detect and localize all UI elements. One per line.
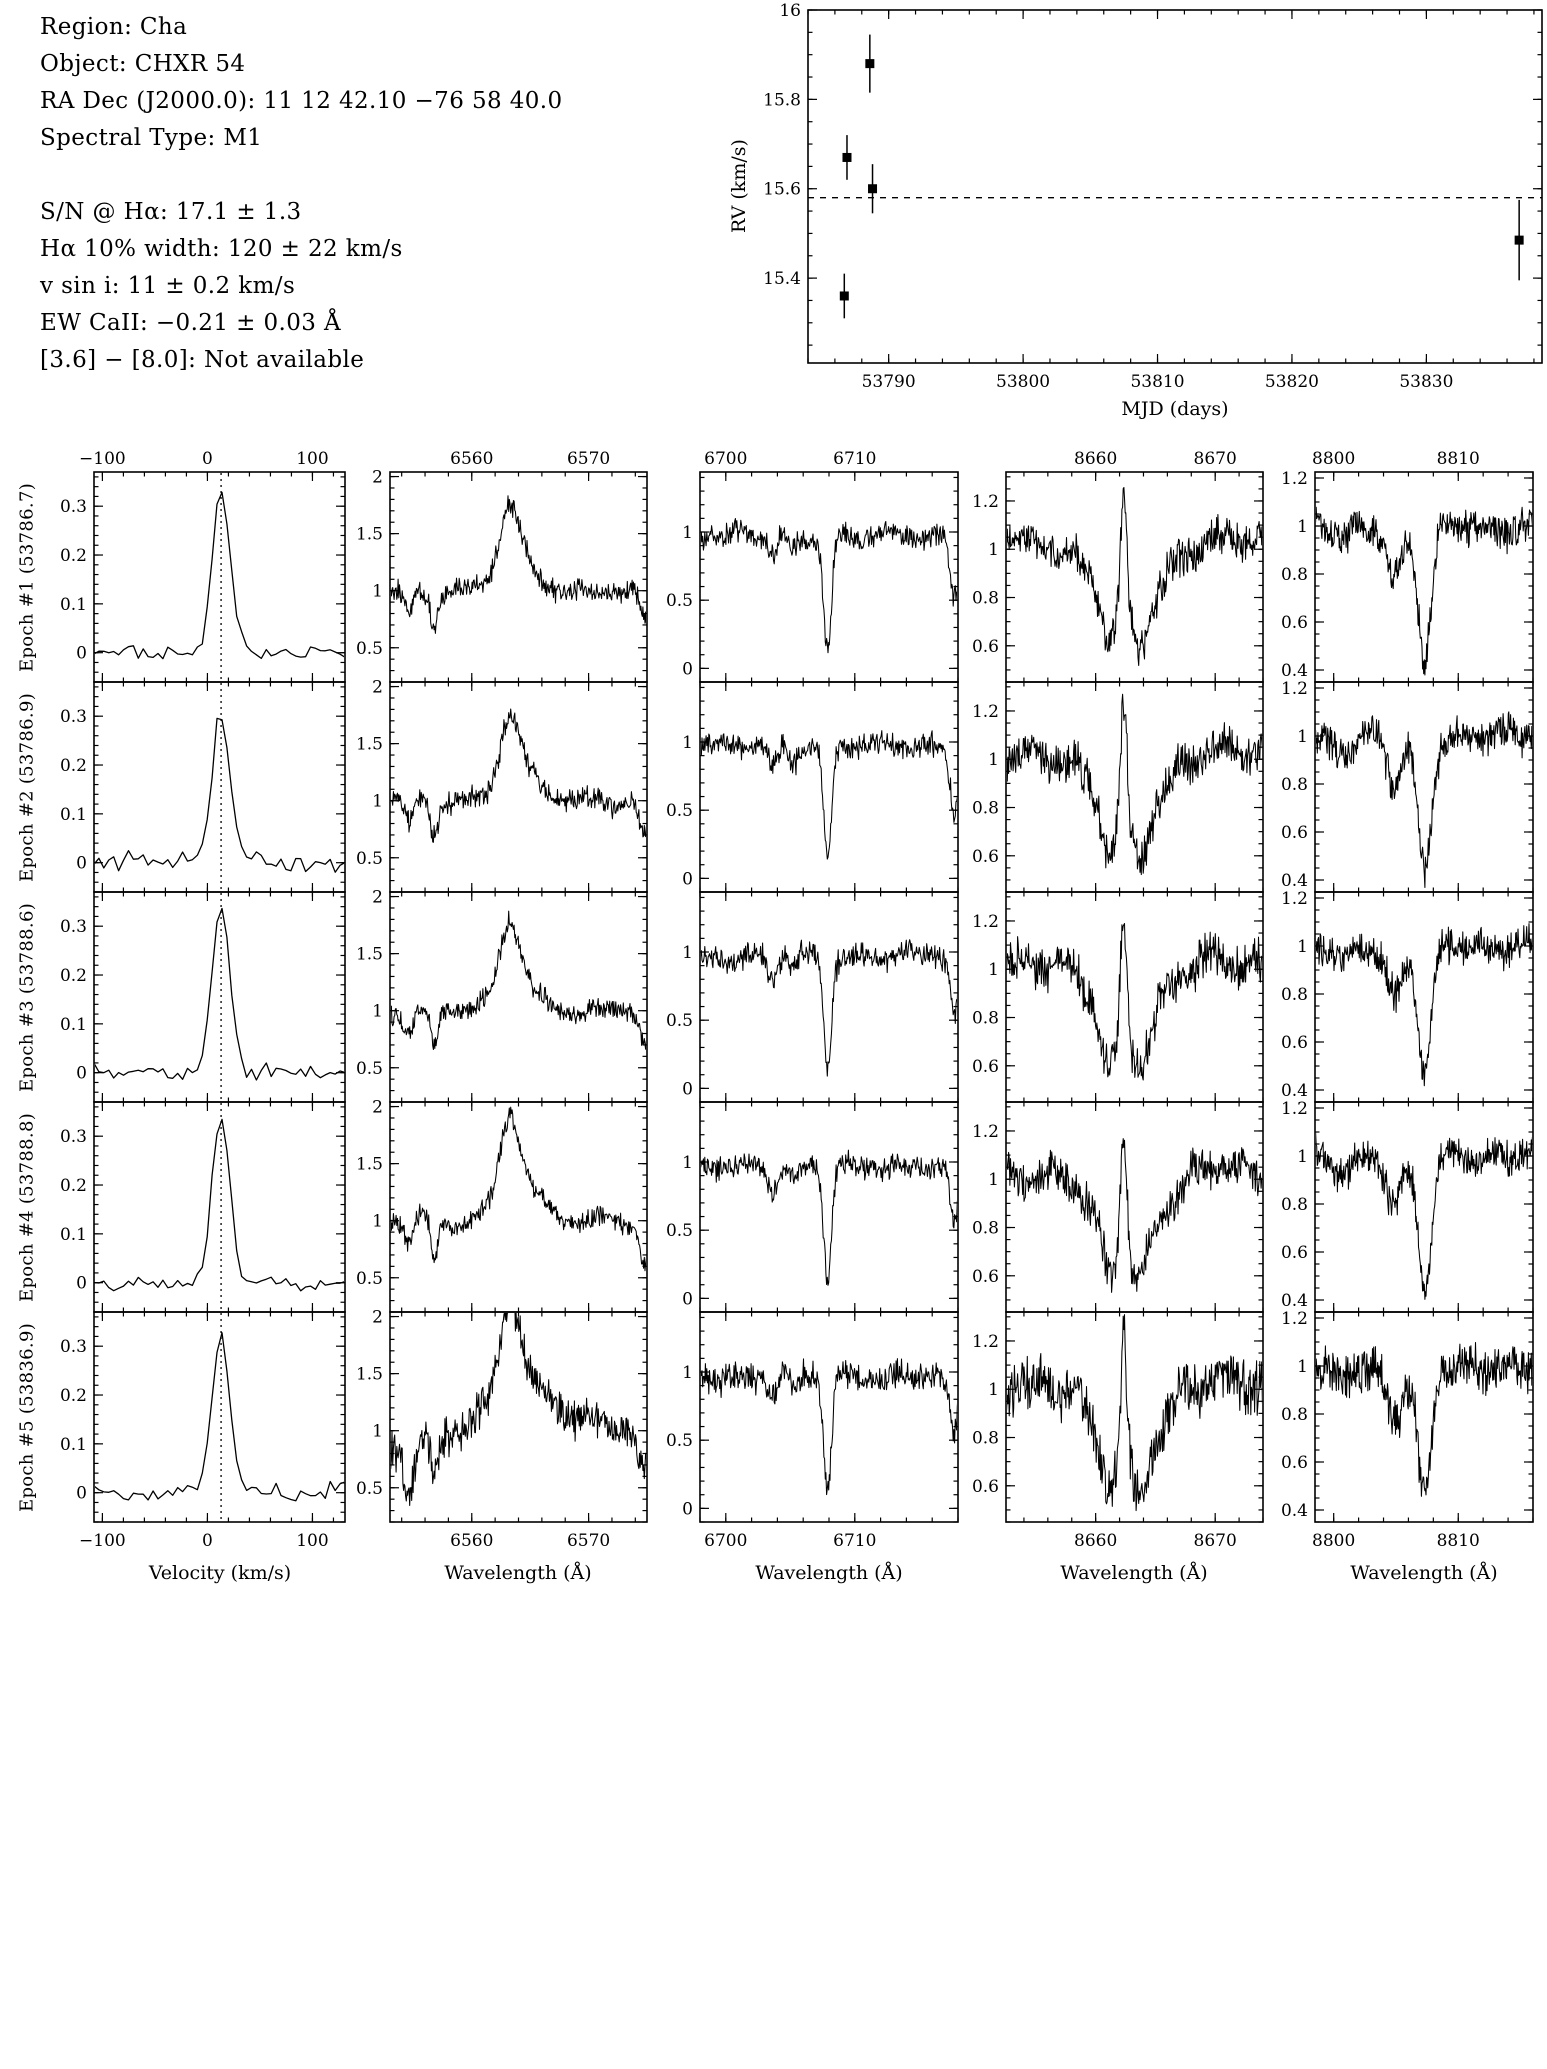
spectrum-trace: [700, 1359, 958, 1495]
svg-text:0: 0: [76, 853, 87, 874]
svg-text:8660: 8660: [1074, 449, 1118, 469]
rv-x-axis-title: MJD (days): [1121, 398, 1229, 420]
svg-text:0.2: 0.2: [59, 546, 87, 567]
svg-text:0.2: 0.2: [59, 1386, 87, 1407]
svg-text:53830: 53830: [1399, 372, 1454, 392]
svg-text:1: 1: [988, 750, 999, 771]
rv-data-point: [868, 184, 877, 193]
svg-text:1.2: 1.2: [971, 1121, 999, 1142]
panel-lithium-epoch2: [666, 682, 958, 892]
svg-text:0.5: 0.5: [355, 1058, 383, 1079]
svg-text:0.1: 0.1: [59, 1224, 87, 1245]
svg-text:1: 1: [988, 540, 999, 561]
wavelength-axis-title-2: Wavelength (Å): [755, 1562, 903, 1584]
panel-caII-8662-epoch3: [972, 892, 1263, 1102]
svg-text:1: 1: [988, 960, 999, 981]
svg-text:0.6: 0.6: [971, 1266, 999, 1287]
svg-text:2: 2: [372, 1097, 383, 1118]
svg-text:0.5: 0.5: [665, 1221, 693, 1242]
svg-text:6710: 6710: [833, 449, 877, 469]
svg-text:0.3: 0.3: [59, 917, 87, 938]
spectrum-trace: [1315, 1132, 1533, 1299]
svg-text:0: 0: [76, 1063, 87, 1084]
svg-text:2: 2: [372, 887, 383, 908]
svg-text:1.5: 1.5: [355, 1364, 383, 1385]
epoch-5-row-label: Epoch #5 (53836.9): [16, 1322, 38, 1512]
svg-text:0.6: 0.6: [1280, 1033, 1308, 1053]
panel-halpha-epoch4: [356, 1098, 647, 1312]
svg-text:0.6: 0.6: [971, 1056, 999, 1077]
wavelength-axis-title-3: Wavelength (Å): [1060, 1562, 1208, 1584]
svg-text:1.5: 1.5: [355, 944, 383, 965]
svg-text:0.2: 0.2: [59, 756, 87, 777]
svg-text:1: 1: [372, 1001, 383, 1022]
svg-text:1.2: 1.2: [971, 491, 999, 512]
svg-text:1.2: 1.2: [1280, 469, 1308, 489]
svg-text:0.3: 0.3: [59, 1337, 87, 1358]
spectrum-trace: [700, 940, 958, 1076]
velocity-axis-title: Velocity (km/s): [148, 1562, 292, 1584]
spectrum-trace: [390, 1291, 647, 1505]
svg-text:16: 16: [779, 1, 801, 21]
spectrum-trace: [1315, 1343, 1533, 1497]
svg-text:1: 1: [1297, 1357, 1308, 1377]
svg-text:0.5: 0.5: [355, 1268, 383, 1289]
svg-text:53820: 53820: [1264, 372, 1320, 392]
svg-text:6570: 6570: [566, 449, 611, 469]
svg-text:0: 0: [202, 1531, 213, 1551]
svg-text:0.1: 0.1: [59, 594, 87, 615]
svg-text:1: 1: [1297, 1147, 1308, 1167]
svg-text:0.6: 0.6: [1280, 613, 1308, 633]
svg-text:−100: −100: [79, 1531, 126, 1551]
spectrum-trace: [1315, 712, 1533, 888]
spectrum-trace: [94, 718, 345, 872]
svg-text:15.8: 15.8: [763, 90, 801, 111]
svg-text:6700: 6700: [704, 1531, 748, 1551]
svg-text:6700: 6700: [704, 449, 748, 469]
wavelength-axis-title-4: Wavelength (Å): [1350, 1562, 1498, 1584]
epoch-4-row-label: Epoch #4 (53788.8): [16, 1112, 38, 1302]
spectrum-trace: [94, 492, 345, 658]
spectrum-trace: [1315, 924, 1533, 1086]
svg-text:8670: 8670: [1193, 1531, 1237, 1551]
panel-halpha-epoch5: [356, 1291, 647, 1551]
epoch-3-row-label: Epoch #3 (53788.6): [16, 902, 38, 1092]
spectrum-trace: [1006, 488, 1263, 666]
svg-text:6560: 6560: [450, 449, 494, 469]
info-line-object: Object: CHXR 54: [40, 51, 246, 77]
svg-text:0.6: 0.6: [971, 636, 999, 657]
svg-text:0: 0: [682, 869, 693, 890]
spectrum-trace: [1006, 1139, 1263, 1293]
svg-text:1: 1: [682, 733, 693, 753]
panel-line-8807-epoch4: [1281, 1099, 1533, 1312]
panel-caII-8662-epoch1: [972, 449, 1263, 682]
svg-text:0.3: 0.3: [59, 497, 87, 518]
epoch-2-row-label: Epoch #2 (53786.9): [16, 692, 38, 882]
spectrum-trace: [94, 1333, 345, 1501]
info-line-irac-color: [3.6] − [8.0]: Not available: [40, 347, 365, 373]
spectrum-trace: [1315, 507, 1533, 675]
svg-text:1.2: 1.2: [971, 911, 999, 932]
svg-text:2: 2: [372, 1307, 383, 1328]
svg-text:1.2: 1.2: [1280, 1099, 1308, 1119]
spectrum-trace: [94, 1119, 345, 1290]
rv-data-point: [1515, 236, 1524, 245]
svg-text:0.6: 0.6: [1280, 1453, 1308, 1473]
svg-text:0.2: 0.2: [59, 966, 87, 987]
svg-text:6570: 6570: [566, 1531, 611, 1551]
svg-text:0.8: 0.8: [971, 1008, 999, 1029]
svg-text:0.8: 0.8: [1280, 985, 1308, 1005]
spectrum-trace: [700, 731, 958, 859]
svg-text:15.4: 15.4: [763, 269, 801, 290]
info-line-snr: S/N @ Hα: 17.1 ± 1.3: [40, 199, 302, 225]
svg-text:1: 1: [988, 1170, 999, 1191]
svg-text:0.4: 0.4: [1280, 661, 1308, 681]
info-line-vsini: v sin i: 11 ± 0.2 km/s: [40, 273, 296, 299]
svg-text:0: 0: [76, 1483, 87, 1504]
panel-caII-8662-epoch2: [972, 682, 1263, 892]
rv-panel: [763, 1, 1542, 392]
svg-text:0.5: 0.5: [665, 591, 693, 612]
svg-text:0.3: 0.3: [59, 707, 87, 728]
svg-text:8810: 8810: [1436, 449, 1480, 469]
svg-text:0: 0: [682, 1499, 693, 1520]
panel-ccf-epoch4: [60, 1102, 345, 1312]
svg-text:0.5: 0.5: [355, 638, 383, 659]
info-line-radec: RA Dec (J2000.0): 11 12 42.10 −76 58 40.0: [40, 88, 563, 114]
svg-text:1: 1: [988, 1380, 999, 1401]
svg-text:6560: 6560: [450, 1531, 494, 1551]
svg-text:0.4: 0.4: [1280, 871, 1308, 891]
svg-text:1: 1: [1297, 937, 1308, 957]
svg-text:15.6: 15.6: [763, 179, 801, 200]
info-line-spectral-type: Spectral Type: M1: [40, 125, 263, 151]
svg-text:2: 2: [372, 677, 383, 698]
svg-text:0.6: 0.6: [971, 846, 999, 867]
svg-text:1: 1: [682, 1363, 693, 1383]
svg-text:0.8: 0.8: [971, 1218, 999, 1239]
spectrum-trace: [390, 911, 647, 1049]
svg-text:0.6: 0.6: [1280, 823, 1308, 843]
svg-text:1: 1: [682, 523, 693, 543]
panel-lithium-epoch4: [666, 1102, 958, 1312]
panel-line-8807-epoch1: [1281, 449, 1533, 682]
panel-ccf-epoch3: [60, 892, 345, 1102]
spectrum-trace: [1006, 1315, 1263, 1511]
panel-caII-8662-epoch4: [972, 1102, 1263, 1312]
svg-text:1.5: 1.5: [355, 1154, 383, 1175]
svg-text:0.5: 0.5: [665, 801, 693, 822]
svg-text:0.5: 0.5: [355, 1478, 383, 1499]
svg-text:1: 1: [682, 943, 693, 963]
svg-text:0: 0: [682, 1289, 693, 1310]
svg-text:1: 1: [372, 791, 383, 812]
panel-ccf-epoch5: [60, 1312, 345, 1551]
svg-text:2: 2: [372, 467, 383, 488]
svg-text:8670: 8670: [1193, 449, 1237, 469]
panel-lithium-epoch3: [666, 892, 958, 1102]
svg-text:0: 0: [682, 1079, 693, 1100]
svg-text:8810: 8810: [1436, 1531, 1480, 1551]
svg-text:0.6: 0.6: [971, 1476, 999, 1497]
spectrum-trace: [700, 1150, 958, 1285]
svg-text:0.1: 0.1: [59, 1014, 87, 1035]
spectrum-trace: [390, 709, 647, 842]
svg-text:8800: 8800: [1312, 449, 1356, 469]
svg-text:8800: 8800: [1312, 1531, 1356, 1551]
rv-data-point: [840, 291, 849, 300]
svg-text:0.3: 0.3: [59, 1127, 87, 1148]
wavelength-axis-title-1: Wavelength (Å): [444, 1562, 592, 1584]
svg-text:1.2: 1.2: [1280, 1309, 1308, 1329]
svg-text:0.6: 0.6: [1280, 1243, 1308, 1263]
svg-text:0.1: 0.1: [59, 1434, 87, 1455]
svg-text:0.1: 0.1: [59, 804, 87, 825]
svg-text:53810: 53810: [1130, 372, 1185, 392]
panel-halpha-epoch1: [356, 449, 647, 682]
svg-text:1.2: 1.2: [971, 1331, 999, 1352]
panel-lithium-epoch1: [666, 449, 958, 682]
panel-halpha-epoch3: [356, 888, 647, 1102]
spectrum-trace: [390, 496, 647, 634]
svg-text:0.8: 0.8: [1280, 1405, 1308, 1425]
svg-text:8660: 8660: [1074, 1531, 1118, 1551]
svg-text:0.4: 0.4: [1280, 1501, 1308, 1521]
svg-text:0.2: 0.2: [59, 1176, 87, 1197]
svg-text:0: 0: [76, 1273, 87, 1294]
svg-text:0.8: 0.8: [1280, 775, 1308, 795]
svg-text:0.8: 0.8: [1280, 1195, 1308, 1215]
epoch-1-row-label: Epoch #1 (53786.7): [16, 482, 38, 672]
svg-text:53790: 53790: [861, 372, 916, 392]
svg-text:100: 100: [296, 1531, 329, 1551]
svg-text:1: 1: [372, 1211, 383, 1232]
svg-text:0: 0: [202, 449, 213, 469]
svg-text:53800: 53800: [996, 372, 1051, 392]
panel-ccf-epoch1: [60, 449, 345, 682]
rv-data-point: [865, 59, 874, 68]
svg-text:0.4: 0.4: [1280, 1291, 1308, 1311]
panel-line-8807-epoch2: [1281, 679, 1533, 892]
svg-text:6710: 6710: [833, 1531, 877, 1551]
spectrum-trace: [94, 909, 345, 1081]
spectrum-trace: [1006, 694, 1263, 874]
svg-text:0.5: 0.5: [665, 1011, 693, 1032]
svg-text:1: 1: [372, 581, 383, 602]
svg-text:1: 1: [1297, 517, 1308, 537]
svg-text:100: 100: [296, 449, 329, 469]
svg-text:0: 0: [76, 643, 87, 664]
svg-text:0: 0: [682, 659, 693, 680]
svg-text:1: 1: [372, 1421, 383, 1442]
svg-text:1.2: 1.2: [1280, 679, 1308, 699]
svg-text:0.8: 0.8: [971, 588, 999, 609]
svg-text:1.2: 1.2: [1280, 889, 1308, 909]
svg-text:1.5: 1.5: [355, 734, 383, 755]
info-line-halpha-width: Hα 10% width: 120 ± 22 km/s: [40, 236, 403, 262]
spectrum-trace: [1006, 924, 1263, 1081]
panel-line-8807-epoch3: [1281, 889, 1533, 1102]
rv-y-axis-title: RV (km/s): [728, 139, 750, 234]
info-line-region: Region: Cha: [40, 14, 188, 40]
svg-text:0.8: 0.8: [971, 1428, 999, 1449]
svg-text:−100: −100: [79, 449, 126, 469]
svg-text:1: 1: [682, 1153, 693, 1173]
rv-data-point: [842, 153, 851, 162]
panel-halpha-epoch2: [356, 678, 647, 892]
svg-text:0.8: 0.8: [1280, 565, 1308, 585]
svg-text:0.5: 0.5: [355, 848, 383, 869]
svg-text:0.5: 0.5: [665, 1431, 693, 1452]
panel-lithium-epoch5: [666, 1312, 958, 1551]
svg-text:0.8: 0.8: [971, 798, 999, 819]
panel-ccf-epoch2: [60, 682, 345, 892]
spectrum-trace: [390, 1107, 647, 1271]
svg-text:1: 1: [1297, 727, 1308, 747]
info-line-ew-caii: EW CaII: −0.21 ± 0.03 Å: [40, 310, 341, 336]
svg-text:1.2: 1.2: [971, 701, 999, 722]
svg-text:0.4: 0.4: [1280, 1081, 1308, 1101]
panel-line-8807-epoch5: [1281, 1309, 1533, 1551]
panel-caII-8662-epoch5: [972, 1312, 1263, 1551]
spectrum-trace: [700, 519, 958, 653]
svg-text:1.5: 1.5: [355, 524, 383, 545]
